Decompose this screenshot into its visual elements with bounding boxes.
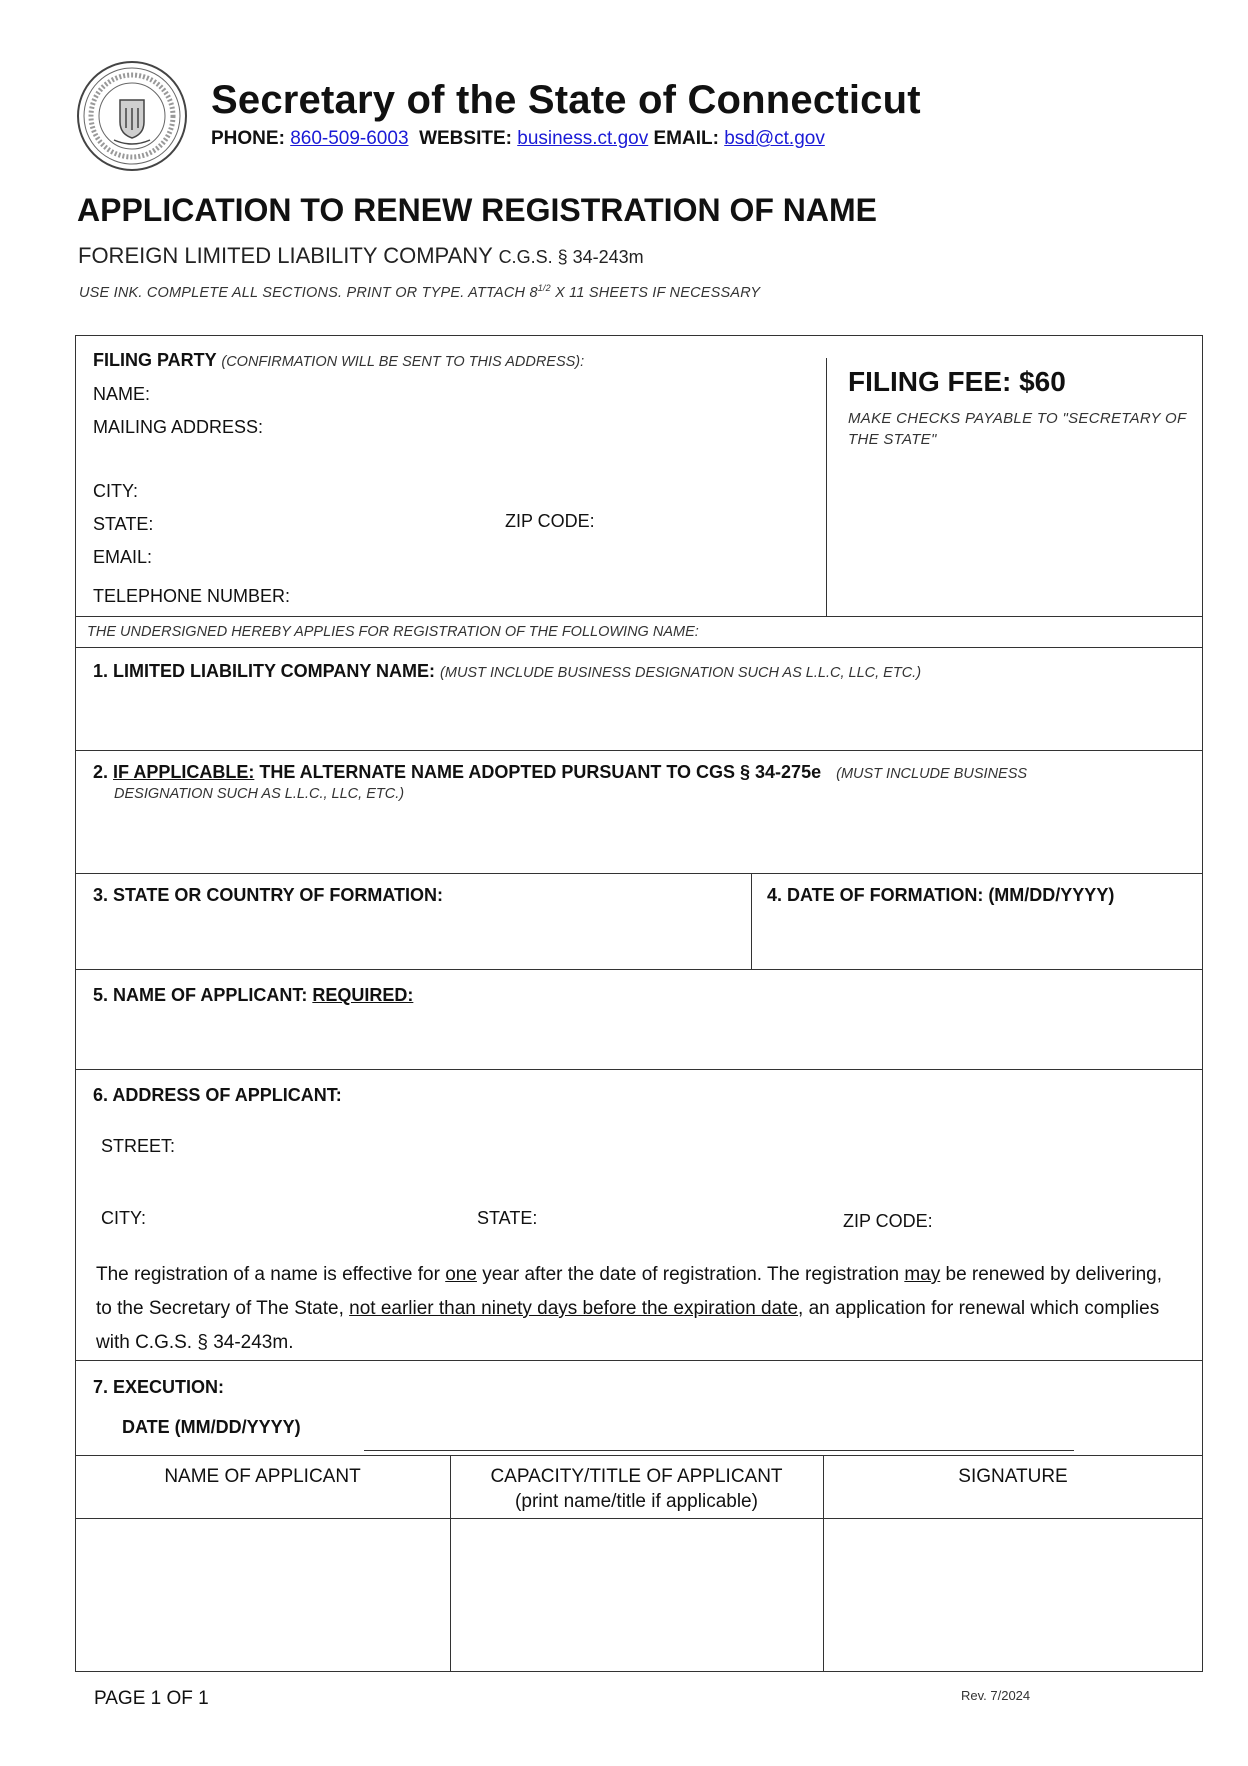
- email-link[interactable]: bsd@ct.gov: [724, 128, 825, 149]
- website-label: WEBSITE:: [419, 128, 512, 149]
- filing-party-note: (CONFIRMATION WILL BE SENT TO THIS ADDRESS):: [221, 354, 585, 370]
- phone-label: PHONE:: [211, 128, 285, 149]
- signature-cell[interactable]: [825, 1520, 1201, 1670]
- fee-divider: [826, 358, 827, 616]
- col-applicant-name: NAME OF APPLICANT: [164, 1466, 361, 1487]
- mailing-address-field[interactable]: MAILING ADDRESS:: [93, 417, 264, 437]
- filing-party-heading: [93, 350, 584, 371]
- divider: [751, 873, 752, 969]
- notice-may: may: [904, 1264, 941, 1285]
- state-seal-icon: [76, 60, 188, 172]
- execution-heading: 7. EXECUTION:: [93, 1377, 225, 1397]
- notice-text: , an application for renewal which complies with C.G.S. § 34-243m.: [96, 1298, 1160, 1353]
- alternate-name-field[interactable]: [93, 762, 1027, 783]
- revision-date: Rev. 7/2024: [961, 1688, 1031, 1703]
- form-title: APPLICATION TO RENEW REGISTRATION OF NAME: [77, 192, 877, 228]
- divider: [75, 647, 1203, 648]
- section-2-number: 2.: [93, 762, 114, 782]
- col-signature: SIGNATURE: [958, 1466, 1068, 1487]
- if-applicable-label: IF APPLICABLE:: [113, 762, 255, 782]
- date-of-formation-field[interactable]: 4. DATE OF FORMATION: (MM/DD/YYYY): [767, 885, 1115, 905]
- required-label: REQUIRED:: [312, 985, 414, 1005]
- section-5-label: 5. NAME OF APPLICANT:: [93, 985, 313, 1005]
- page-number: PAGE 1 OF 1: [94, 1688, 209, 1709]
- section-2-note-cont: DESIGNATION SUCH AS L.L.C., LLC, ETC.): [114, 786, 405, 802]
- capacity-title-cell[interactable]: [452, 1520, 822, 1670]
- applicant-address-heading: 6. ADDRESS OF APPLICANT:: [93, 1085, 342, 1105]
- notice-text: be renewed by delivering, to the Secretary of The State,: [96, 1264, 1163, 1319]
- divider: [75, 873, 1203, 874]
- filing-party-title: FILING PARTY: [93, 350, 217, 370]
- divider: [75, 1518, 1203, 1519]
- city-field[interactable]: CITY:: [93, 481, 139, 501]
- form-subtitle: [78, 243, 644, 269]
- divider: [75, 969, 1203, 970]
- state-of-formation-field[interactable]: 3. STATE OR COUNTRY OF FORMATION:: [93, 885, 443, 905]
- subtitle-text: FOREIGN LIMITED LIABILITY COMPANY: [78, 243, 493, 268]
- divider: [75, 616, 1203, 617]
- applicant-city-field[interactable]: CITY:: [101, 1208, 147, 1228]
- divider: [75, 1455, 1203, 1456]
- applicant-name-cell[interactable]: [77, 1520, 449, 1670]
- street-field[interactable]: STREET:: [101, 1136, 176, 1156]
- section-2-label: THE ALTERNATE NAME ADOPTED PURSUANT TO CGS § 34-275e: [254, 762, 822, 782]
- instructions-fraction: 1/2: [537, 283, 551, 293]
- statute-reference: C.G.S. § 34-243m: [498, 247, 644, 267]
- col-capacity-title-line1: CAPACITY/TITLE OF APPLICANT: [490, 1466, 783, 1487]
- col-capacity-title: [450, 1464, 823, 1514]
- state-field[interactable]: STATE:: [93, 514, 154, 534]
- section-2-note: (MUST INCLUDE BUSINESS: [836, 766, 1028, 782]
- contact-line: [211, 128, 825, 150]
- zip-code-field[interactable]: ZIP CODE:: [505, 511, 595, 531]
- applicant-state-field[interactable]: STATE:: [477, 1208, 538, 1228]
- phone-link[interactable]: 860-509-6003: [290, 128, 409, 149]
- email-field[interactable]: EMAIL:: [93, 547, 153, 567]
- instructions-text-end: X 11 SHEETS IF NECESSARY: [550, 284, 761, 301]
- divider: [75, 1360, 1203, 1361]
- website-link[interactable]: business.ct.gov: [517, 128, 649, 149]
- section-1-label: 1. LIMITED LIABILITY COMPANY NAME:: [93, 661, 436, 681]
- llc-name-field[interactable]: [93, 661, 921, 682]
- applies-note: THE UNDERSIGNED HEREBY APPLIES FOR REGISTRATION OF THE FOLLOWING NAME:: [87, 624, 699, 640]
- email-label: EMAIL:: [653, 128, 719, 149]
- notice-one: one: [445, 1264, 477, 1285]
- filing-fee: FILING FEE: $60: [848, 366, 1066, 397]
- instructions-text: USE INK. COMPLETE ALL SECTIONS. PRINT OR TYPE. ATTACH 8: [79, 284, 538, 301]
- section-1-note: (MUST INCLUDE BUSINESS DESIGNATION SUCH AS L.L.C, LLC, ETC.): [440, 665, 922, 681]
- divider: [75, 750, 1203, 751]
- notice-text: year after the date of registration. The registration: [476, 1264, 905, 1285]
- applicant-zip-field[interactable]: ZIP CODE:: [843, 1211, 933, 1231]
- notice-text: The registration of a name is effective for: [96, 1264, 446, 1285]
- fee-note: MAKE CHECKS PAYABLE TO "SECRETARY OF THE STATE": [848, 410, 1187, 448]
- form-instructions: [79, 283, 760, 301]
- applicant-name-field[interactable]: [93, 985, 413, 1006]
- execution-date-label: DATE (MM/DD/YYYY): [122, 1417, 301, 1437]
- col-capacity-title-line2: (print name/title if applicable): [515, 1491, 758, 1512]
- name-field[interactable]: NAME:: [93, 384, 151, 404]
- renewal-notice: [96, 1258, 1176, 1360]
- telephone-field[interactable]: TELEPHONE NUMBER:: [93, 586, 291, 606]
- notice-ninety-days: not earlier than ninety days before the expiration date: [349, 1298, 799, 1319]
- execution-date-field[interactable]: [364, 1450, 1074, 1451]
- organization-name: Secretary of the State of Connecticut: [211, 78, 921, 122]
- divider: [75, 1069, 1203, 1070]
